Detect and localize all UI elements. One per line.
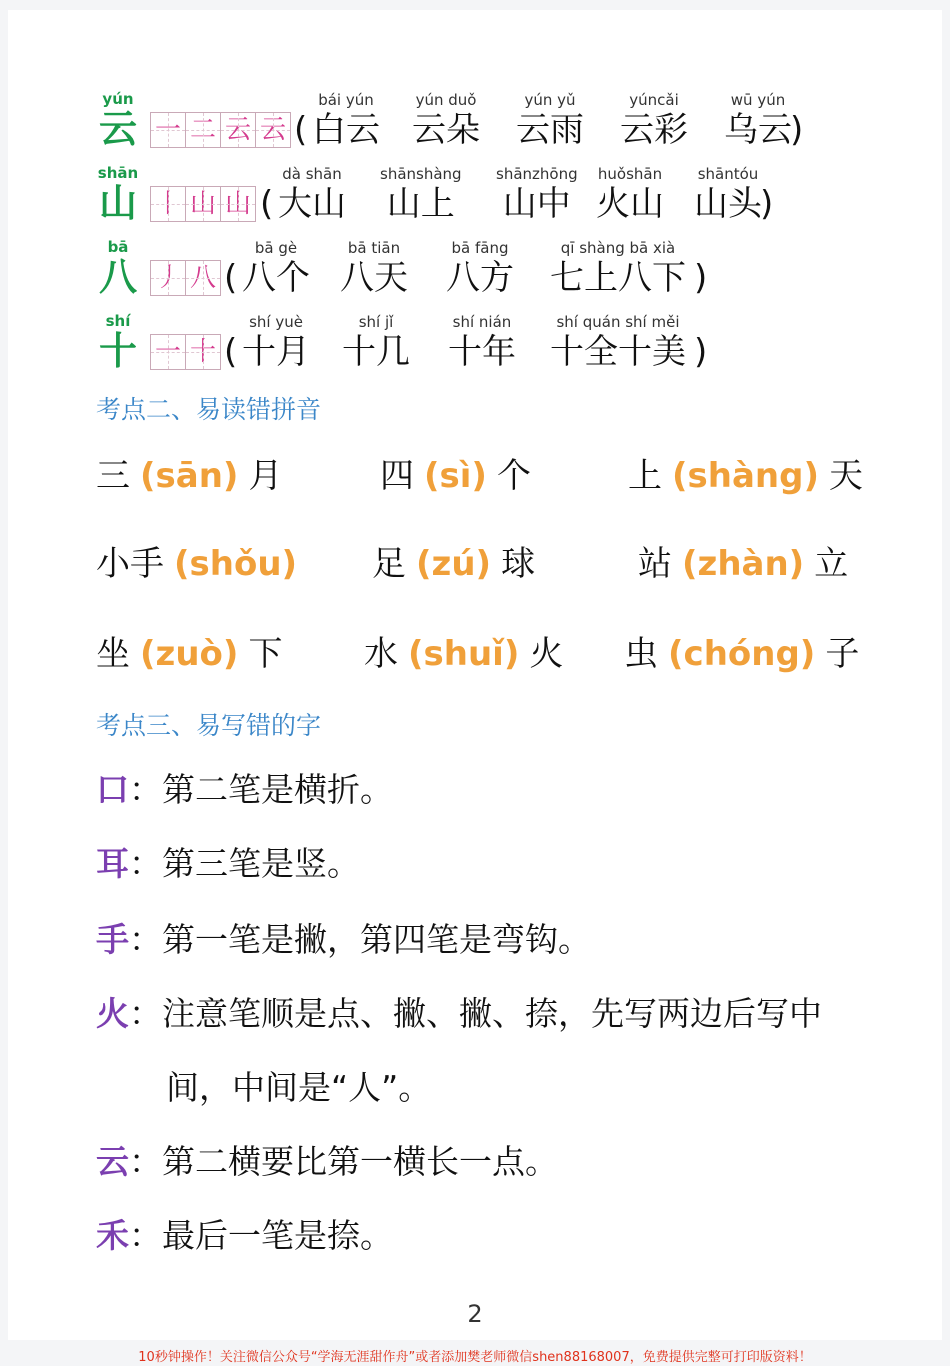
- writing-rule: 禾：最后一笔是捺。: [96, 1216, 393, 1255]
- word-item: shí yuè 十月: [242, 313, 310, 372]
- stroke-order-boxes: [150, 260, 220, 296]
- pinyin-item: 小手 (shǒu): [96, 544, 298, 584]
- main-char: [96, 90, 140, 150]
- word-item: yún duǒ 云朵: [412, 91, 480, 150]
- writing-rule: 手：第一笔是撇，第四笔是弯钩。: [96, 920, 591, 959]
- stroke-box: 一: [150, 334, 186, 370]
- main-char-pinyin: shí: [105, 312, 131, 330]
- page-number: 2: [467, 1300, 483, 1328]
- writing-rule: 耳：第三笔是竖。: [96, 844, 360, 883]
- word-item: bái yún 白云: [312, 91, 380, 150]
- word-item: bā fāng 八方: [446, 239, 514, 298]
- close-paren: ): [790, 110, 804, 150]
- writing-rule: 云：第二横要比第一横长一点。: [96, 1142, 558, 1181]
- char-row-shan: [8, 164, 942, 234]
- stroke-box: 丿: [150, 260, 186, 296]
- stroke-box: 山: [185, 186, 221, 222]
- open-paren: (: [294, 110, 308, 150]
- close-paren: ): [694, 258, 708, 298]
- stroke-box: 十: [185, 334, 221, 370]
- pinyin-item: 上 (shàng) 天: [628, 456, 864, 496]
- open-paren: (: [224, 332, 238, 372]
- pinyin-item: 坐 (zuò) 下: [96, 634, 283, 674]
- word-item: dà shān 大山: [278, 165, 346, 224]
- word-item: yún yǔ 云雨: [516, 91, 584, 150]
- stroke-box: 八: [185, 260, 221, 296]
- main-char-glyph: 山: [98, 181, 137, 225]
- close-paren: ): [694, 332, 708, 372]
- main-char-glyph: 云: [98, 107, 137, 151]
- stroke-order-boxes: [150, 112, 290, 148]
- word-item: huǒshān 火山: [596, 165, 664, 224]
- main-char-pinyin: shān: [97, 164, 139, 182]
- main-char-glyph: 八: [98, 255, 137, 299]
- footer-promo: 10秒钟操作！关注微信公众号“学海无涯甜作舟”或者添加樊老师微信shen88168007，免费提供完整可打印版资料！: [138, 1350, 812, 1365]
- main-char: [96, 164, 140, 224]
- pinyin-item: 水 (shuǐ) 火: [364, 634, 564, 674]
- stroke-box: 云: [255, 112, 291, 148]
- stroke-box: 山: [220, 186, 256, 222]
- word-item: shānzhōng 山中: [496, 165, 578, 224]
- pinyin-item: 足 (zú) 球: [372, 544, 536, 584]
- worksheet-page: [8, 10, 942, 1340]
- char-row-ba: [8, 238, 942, 308]
- word-item: shí nián 十年: [448, 313, 516, 372]
- stroke-order-boxes: [150, 186, 255, 222]
- pinyin-item: 四 (sì) 个: [380, 456, 531, 496]
- writing-rule: 火：注意笔顺是点、撇、撇、捺，先写两边后写中: [96, 994, 822, 1033]
- word-item: qī shàng bā xià 七上八下: [550, 239, 686, 298]
- stroke-box: 云: [220, 112, 256, 148]
- main-char: [96, 312, 140, 372]
- word-item: shānshàng 山上: [380, 165, 462, 224]
- word-item: shāntóu 山头: [694, 165, 762, 224]
- main-char-pinyin: bā: [107, 238, 129, 256]
- word-item: wū yún 乌云: [724, 91, 792, 150]
- char-row-shi: [8, 312, 942, 382]
- stroke-box: 二: [185, 112, 221, 148]
- writing-rule-continuation: 间，中间是“人”。: [166, 1068, 432, 1107]
- close-paren: ): [760, 184, 774, 224]
- word-item: shí jǐ 十几: [342, 313, 410, 372]
- stroke-box: 丨: [150, 186, 186, 222]
- open-paren: (: [224, 258, 238, 298]
- main-char-pinyin: yún: [102, 90, 134, 108]
- open-paren: (: [260, 184, 274, 224]
- main-char: [96, 238, 140, 298]
- char-row-yun: [8, 90, 942, 160]
- stroke-box: 一: [150, 112, 186, 148]
- pinyin-item: 虫 (chóng) 子: [624, 634, 860, 674]
- word-item: shí quán shí měi 十全十美: [550, 313, 686, 372]
- word-item: bā gè 八个: [242, 239, 310, 298]
- writing-rule: 口：第二笔是横折。: [96, 770, 393, 809]
- word-item: bā tiān 八天: [340, 239, 408, 298]
- section-title-pinyin: 考点二、易读错拼音: [96, 395, 322, 424]
- pinyin-item: 站 (zhàn) 立: [638, 544, 849, 584]
- word-item: yúncǎi 云彩: [620, 91, 688, 150]
- stroke-order-boxes: [150, 334, 220, 370]
- main-char-glyph: 十: [98, 329, 137, 373]
- section-title-writing: 考点三、易写错的字: [96, 711, 322, 740]
- pinyin-item: 三 (sān) 月: [96, 456, 283, 496]
